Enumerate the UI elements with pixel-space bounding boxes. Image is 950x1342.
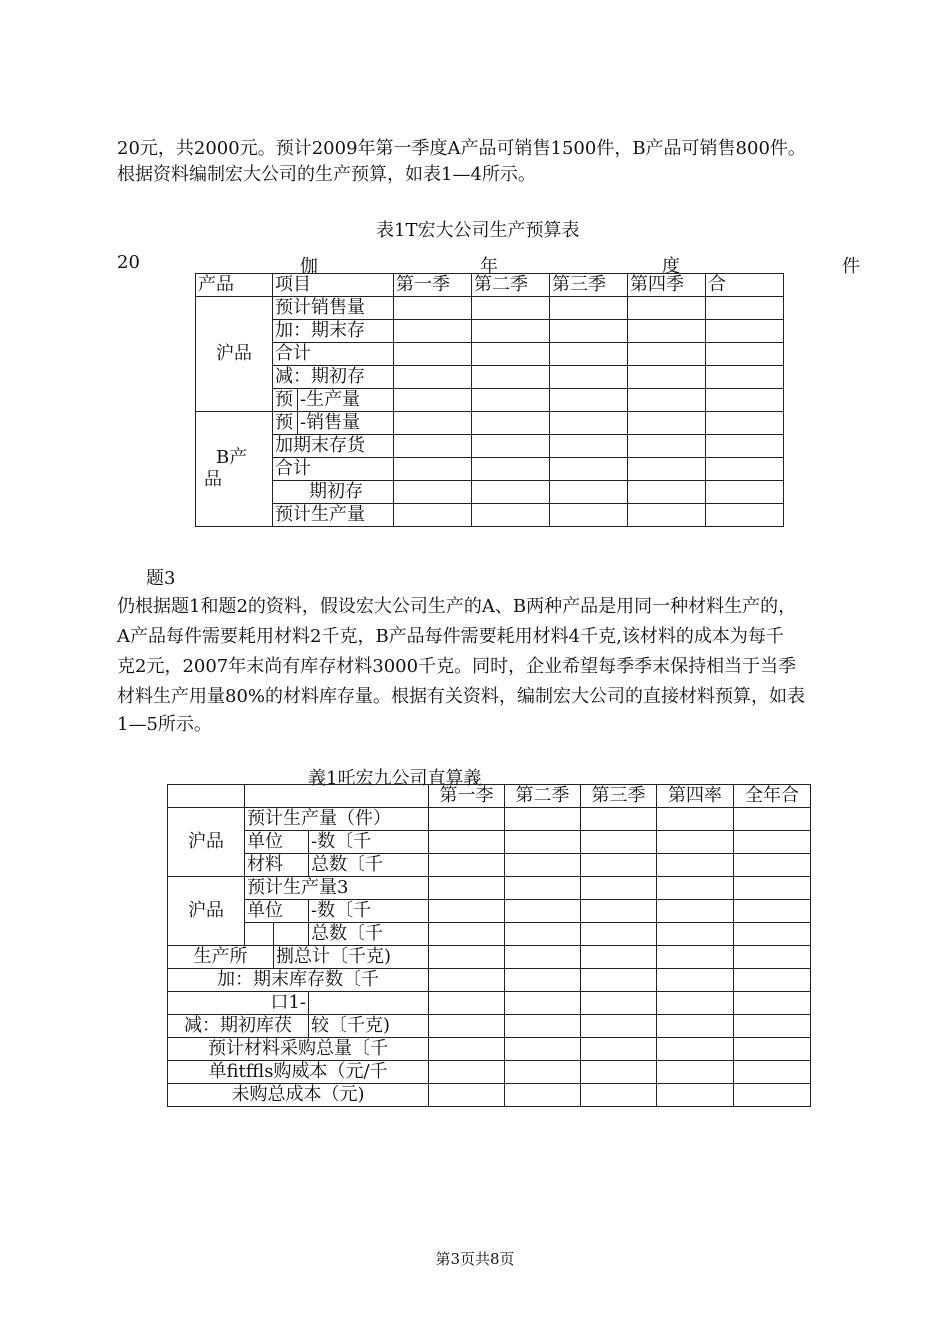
table-row xyxy=(168,969,811,992)
row-label: 加：期末库存数〔千 xyxy=(168,969,429,992)
row-label: 期初存 xyxy=(273,481,394,504)
header-item: 项目 xyxy=(273,274,394,297)
table-row xyxy=(168,946,811,969)
production-budget-table xyxy=(195,273,784,527)
problem3-line-5: 1—5所示。 xyxy=(117,714,212,735)
table-row xyxy=(196,412,784,435)
problem3-line-4: 材料生产用量80%的材料库存量。根据有关资料，编制宏大公司的直接材料预算，如表 xyxy=(117,686,806,707)
row-label: 单fitffls购威本（元/千 xyxy=(168,1061,429,1084)
row-label: 合计 xyxy=(273,343,394,366)
problem3-line-2: A产品每件需要耗用材料2千克，B产品每件需要耗用材料4千克,该材料的成本为每千 xyxy=(117,626,784,647)
problem3-line-1: 仍根据题1和题2的资料，假设宏大公司生产的A、B两种产品是用同一种材料生产的， xyxy=(117,596,797,617)
table-row xyxy=(196,274,784,297)
product-a-label: 沪品 xyxy=(168,808,245,877)
product-b-label: 沪品 xyxy=(168,877,245,946)
table-row xyxy=(168,992,811,1015)
row-label: 预计销售量 xyxy=(273,297,394,320)
table-row xyxy=(168,1084,811,1107)
table1-subhead-2: 伽 xyxy=(300,256,318,277)
table2-caption: 義1吒宏九公司直算義 xyxy=(308,768,482,789)
row-label-part: 总数〔千 xyxy=(309,923,429,946)
row-label: 口1- xyxy=(168,992,309,1015)
header-q2: 第二季 xyxy=(505,785,581,808)
header-q1: 第一李 xyxy=(429,785,505,808)
table-row xyxy=(196,504,784,527)
product-b-label xyxy=(196,412,273,527)
problem3-line-3: 克2元，2007年末尚有库存材料3000千克。同时，企业希望每季季末保持相当于当季 xyxy=(117,656,797,677)
header-total: 合 xyxy=(706,274,784,297)
product-b-label-2: 品 xyxy=(204,469,222,490)
table-row xyxy=(168,808,811,831)
table1-subhead-unit: 件 xyxy=(842,256,860,277)
problem3-title: 题3 xyxy=(146,568,176,589)
row-label-part: 生产所 xyxy=(168,946,274,969)
row-label-part: -生产量 xyxy=(298,389,394,412)
row-label: 加期末存货 xyxy=(273,435,394,458)
table-row xyxy=(168,900,811,923)
row-label: 预计生产量（件） xyxy=(245,808,429,831)
row-label: 未购总成本（元) xyxy=(168,1084,429,1107)
row-label-part: -销售量 xyxy=(298,412,394,435)
header-q4: 第四季 xyxy=(628,274,706,297)
row-label: 预计生产量 xyxy=(273,504,394,527)
row-label: 加：期末存 xyxy=(273,320,394,343)
table-row xyxy=(168,1061,811,1084)
product-b-label-1: B产 xyxy=(216,447,248,468)
table-row xyxy=(196,343,784,366)
row-label: 合计 xyxy=(273,458,394,481)
header-q1: 第一季 xyxy=(394,274,472,297)
row-label-part: 较〔千克) xyxy=(309,1015,429,1038)
table1-subhead-4: 度 xyxy=(662,256,680,277)
row-label-part: 材料 xyxy=(245,854,309,877)
row-label-part: 总数〔千 xyxy=(309,854,429,877)
table-row xyxy=(168,923,811,946)
product-a-label: 沪品 xyxy=(196,297,273,412)
header-q4: 第四率 xyxy=(657,785,734,808)
table1-caption: 表1T宏大公司生产预算表 xyxy=(376,220,580,241)
intro-line-2: 根据资料编制宏大公司的生产预算，如表1—4所示。 xyxy=(117,164,536,185)
row-label-part: -数〔千 xyxy=(309,900,429,923)
table1-subhead-year: 20 xyxy=(117,252,140,273)
row-label: 预计材料采购总量〔千 xyxy=(168,1038,429,1061)
row-label-part: 预 xyxy=(273,412,298,435)
header-q2: 第二季 xyxy=(472,274,550,297)
row-label-part: 单位 xyxy=(245,900,309,923)
intro-line-1: 20元，共2000元。预计2009年第一季度A产品可销售1500件，B产品可销售800件。 xyxy=(117,138,806,159)
table-row xyxy=(168,854,811,877)
row-label-part: 单位 xyxy=(245,831,309,854)
table-row xyxy=(168,831,811,854)
row-label: 减：期初存 xyxy=(273,366,394,389)
table-row xyxy=(168,785,811,808)
table-row xyxy=(196,435,784,458)
page-footer: 第3页共8页 xyxy=(435,1250,515,1268)
table-row xyxy=(196,320,784,343)
header-q3: 第三季 xyxy=(581,785,657,808)
table-row xyxy=(196,481,784,504)
table-row xyxy=(168,1015,811,1038)
row-label-part: 捌总计〔千克) xyxy=(274,946,429,969)
material-budget-table xyxy=(167,784,811,1107)
header-total: 全年合 xyxy=(734,785,811,808)
row-label: 预计生产量3 xyxy=(245,877,429,900)
table1-subhead-3: 年 xyxy=(480,256,498,277)
table-row xyxy=(196,366,784,389)
row-label-part: -数〔千 xyxy=(309,831,429,854)
header-product: 产品 xyxy=(196,274,273,297)
table-row xyxy=(196,297,784,320)
table-row xyxy=(196,389,784,412)
row-label-part: 预 xyxy=(273,389,298,412)
table-row xyxy=(168,1038,811,1061)
table-row xyxy=(168,877,811,900)
table-row xyxy=(196,458,784,481)
header-q3: 第三季 xyxy=(550,274,628,297)
row-label-part: 减：期初库茯 xyxy=(168,1015,309,1038)
